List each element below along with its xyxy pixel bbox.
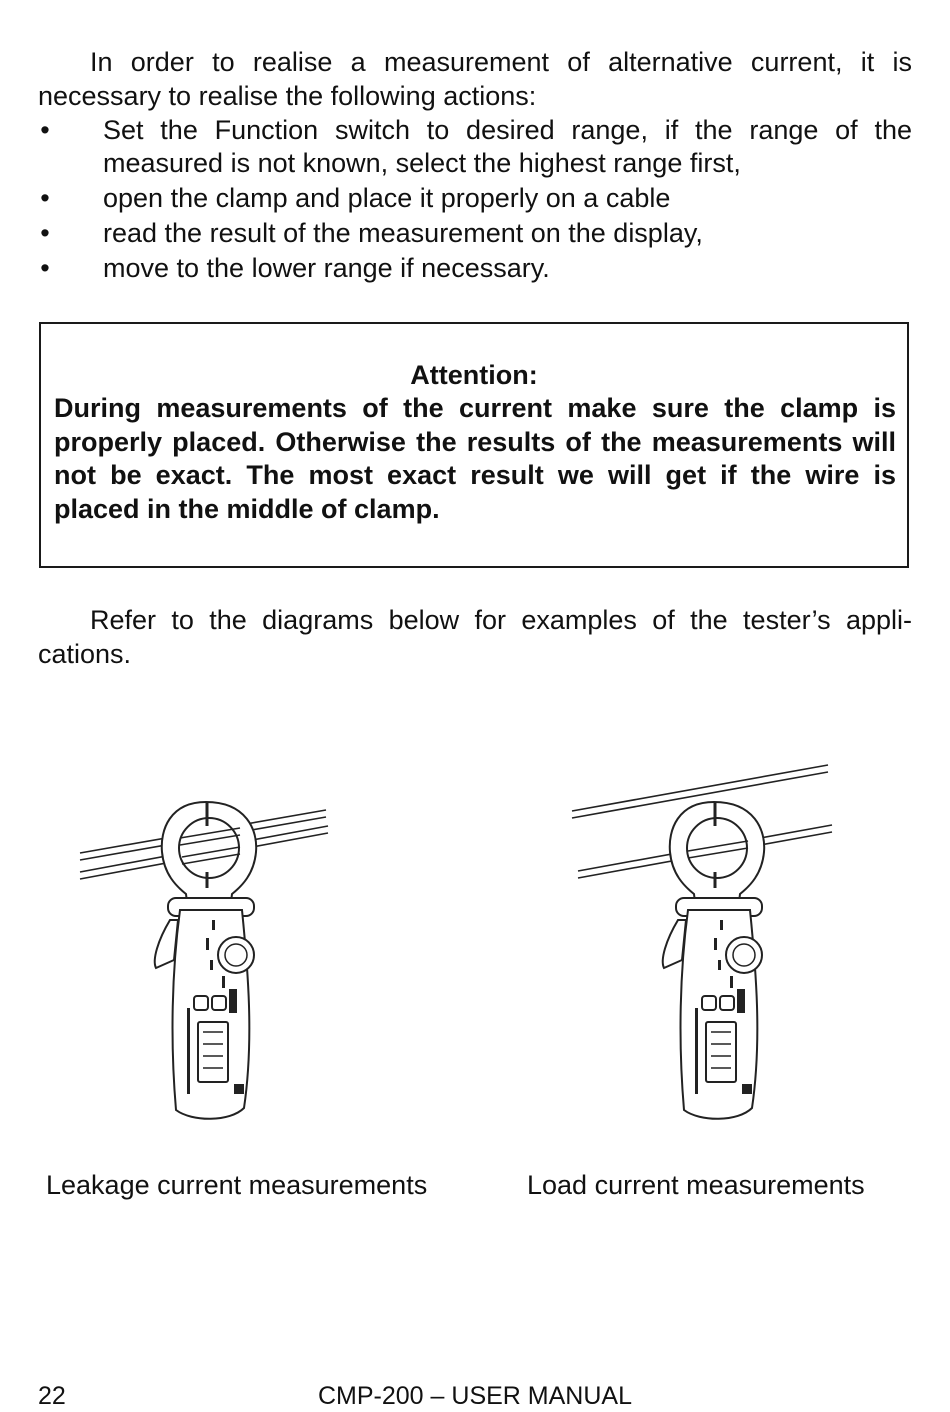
step-text: Set the Function switch to desired range, if the range of the measured is not known, select the highest range first, — [103, 115, 912, 178]
lcd-display — [706, 1022, 736, 1082]
list-item — [38, 182, 912, 215]
leakage-figure — [70, 790, 350, 1130]
leakage-caption: Leakage current measurements — [46, 1170, 428, 1200]
refer-paragraph — [38, 603, 912, 671]
intro-paragraph — [38, 45, 912, 113]
lcd-display — [198, 1022, 228, 1082]
clamp-jaw — [670, 802, 764, 910]
bullet-icon: • — [40, 183, 50, 213]
rotary-switch — [726, 937, 762, 973]
bullet-icon: • — [40, 218, 50, 248]
bullet-icon: • — [40, 115, 50, 145]
bullet-icon: • — [40, 253, 50, 283]
attention-box — [39, 322, 909, 568]
clamp-jaw — [162, 802, 256, 910]
step-text: move to the lower range if necessary. — [103, 253, 550, 283]
load-figure — [560, 755, 840, 1130]
refer-text: Refer to the diagrams below for examples of the tester’s appli-cations. — [38, 605, 912, 669]
attention-title: Attention: — [410, 360, 538, 390]
step-text: open the clamp and place it properly on a cable — [103, 183, 671, 213]
footer-title: CMP-200 – USER MANUAL — [318, 1382, 632, 1410]
load-caption: Load current measurements — [527, 1170, 865, 1200]
page-number: 22 — [38, 1382, 66, 1410]
rotary-switch — [218, 937, 254, 973]
list-item — [38, 252, 912, 285]
attention-body: During measurements of the current make sure the clamp is properly placed. Otherwise the results of the measurements will not be exact. The most exact result we will get if the wire is placed in the middle of clamp. — [54, 393, 896, 524]
list-item — [38, 217, 912, 250]
step-text: read the result of the measurement on the display, — [103, 218, 703, 248]
list-item — [38, 114, 912, 180]
steps-list — [38, 114, 912, 287]
intro-text: In order to realise a measurement of alternative current, it is necessary to realise the following actions: — [38, 47, 912, 111]
